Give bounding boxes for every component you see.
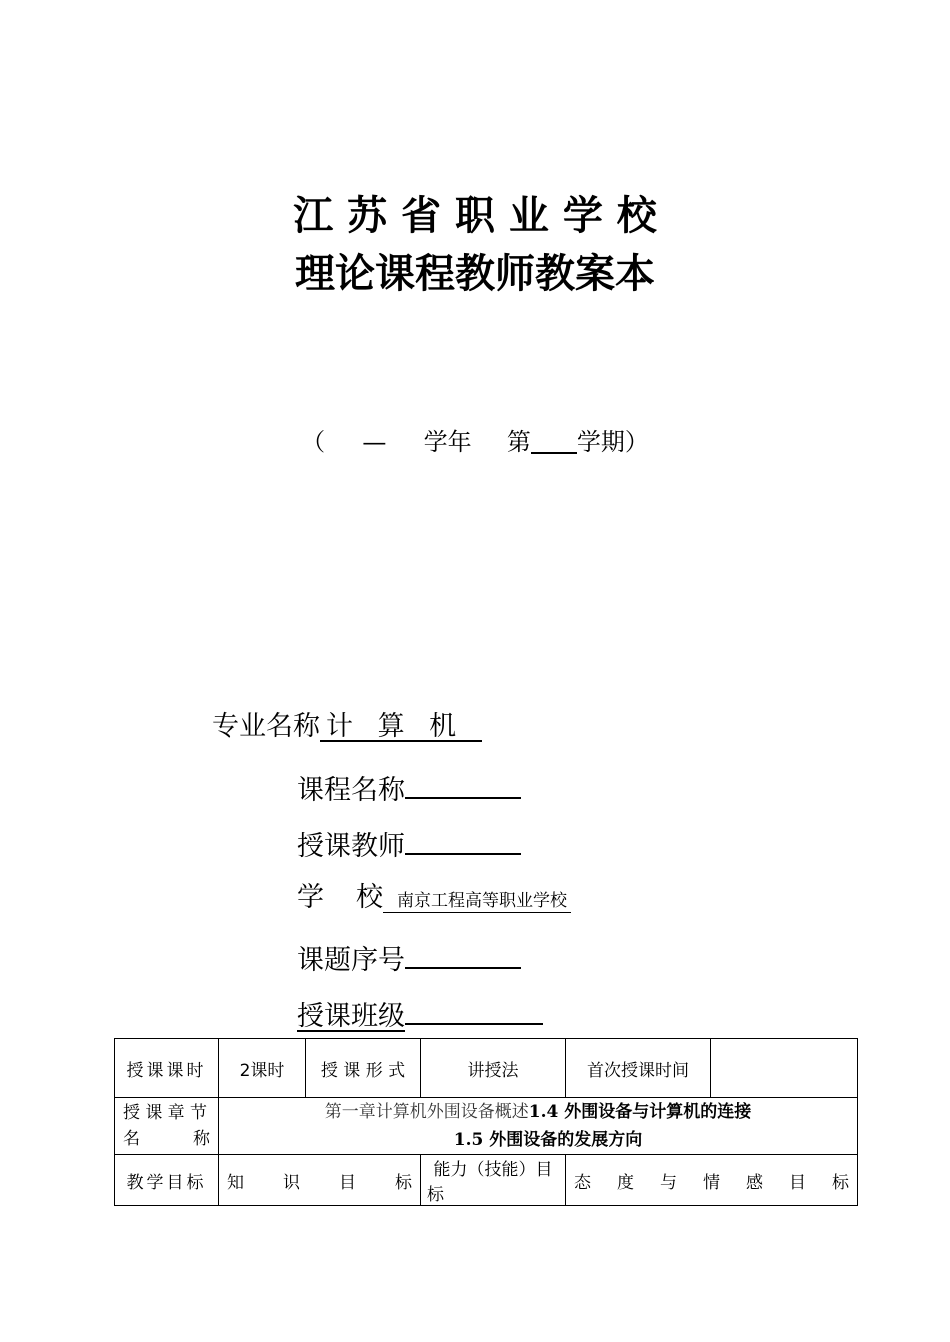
course-field [297, 770, 521, 804]
semester-xuenian: 学年 [423, 428, 472, 456]
chapter-label-line1: 授课章节 [123, 1103, 210, 1123]
teacher-label: 授课教师 [297, 831, 405, 862]
form-value[interactable]: 讲授法 [421, 1039, 566, 1098]
semester-dash: — [362, 428, 387, 456]
hours-value[interactable]: 2课时 [219, 1039, 306, 1098]
table-row [115, 1039, 858, 1098]
chapter-value[interactable] [219, 1098, 858, 1155]
class-label: 授课班级 [297, 1001, 405, 1032]
semester-blank[interactable] [531, 428, 577, 454]
school-value[interactable]: 南京工程高等职业学校 [383, 893, 571, 913]
topic-label: 课题序号 [297, 945, 405, 976]
major-value[interactable]: 计 算 机 [320, 713, 482, 742]
class-field [297, 996, 543, 1032]
chapter-text-a: 第一章计算机外围设备概述 [324, 1102, 529, 1122]
course-info-table [114, 1038, 858, 1206]
chapter-label [115, 1098, 219, 1155]
teacher-field [297, 826, 521, 860]
doc-title-line2: 理论课程教师教案本 [295, 251, 655, 297]
chapter-label-line2: 名称 [123, 1129, 210, 1149]
knowledge-goal: 知识目标 [219, 1155, 421, 1206]
class-blank[interactable] [405, 996, 543, 1025]
first-time-value[interactable] [711, 1039, 858, 1098]
teacher-blank[interactable] [405, 826, 521, 855]
school-label: 学 校 [297, 882, 383, 913]
semester-line [0, 428, 950, 454]
topic-field [297, 940, 521, 974]
semester-xueqi: 学期） [576, 428, 649, 456]
hours-label: 授课课时 [115, 1039, 219, 1098]
school-field [297, 884, 571, 913]
semester-di: 第 [506, 428, 531, 456]
major-field [212, 713, 482, 742]
course-blank[interactable] [405, 770, 521, 799]
first-time-label: 首次授课时间 [566, 1039, 711, 1098]
attitude-goal: 态度与情感目标 [566, 1155, 858, 1206]
major-label: 专业名称 [212, 711, 320, 742]
doc-title-line1: 江 苏 省 职 业 学 校 [293, 193, 657, 239]
topic-blank[interactable] [405, 940, 521, 969]
table-row [115, 1098, 858, 1155]
ability-goal: 能力（技能）目标 [421, 1155, 566, 1206]
course-label: 课程名称 [297, 775, 405, 806]
chapter-text-b: 1.4 外围设备与计算机的连接 [528, 1102, 752, 1122]
goal-label: 教学目标 [115, 1155, 219, 1206]
chapter-text-c: 1.5 外围设备的发展方向 [453, 1130, 643, 1150]
table-row [115, 1155, 858, 1206]
form-label: 授 课 形 式 [306, 1039, 421, 1098]
semester-open-paren: （ [301, 428, 326, 456]
